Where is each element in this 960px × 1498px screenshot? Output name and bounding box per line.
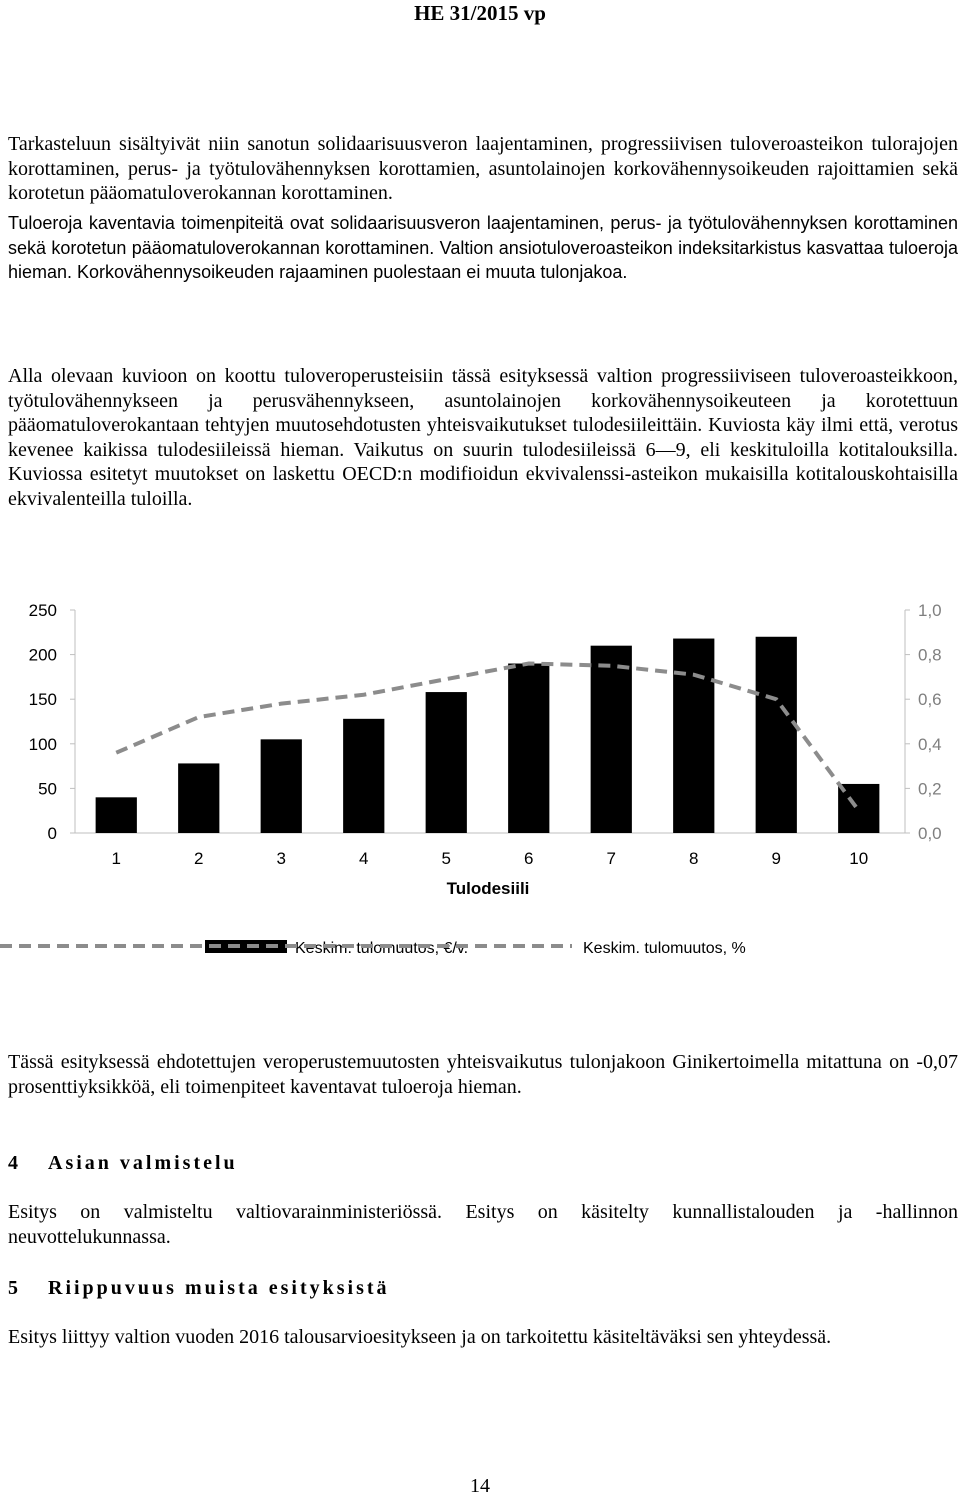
- x-tick-label: 4: [359, 849, 369, 868]
- x-axis-label: Tulodesiili: [446, 879, 530, 898]
- y-tick-label-left: 250: [28, 601, 57, 620]
- section-title: Asian valmistelu: [48, 1152, 238, 1174]
- y-tick-label-right: 0,8: [918, 645, 942, 665]
- bar: [591, 646, 632, 833]
- section-number: 4: [8, 1152, 18, 1174]
- bar: [673, 639, 714, 833]
- y-tick-label-left: 100: [28, 734, 57, 754]
- bar: [756, 637, 797, 833]
- y-tick-label-right: 0,6: [918, 690, 942, 710]
- paragraph-5: Esitys on valmisteltu valtiovarainministeriössä. Esitys on käsitelty kunnallistalouden ja -hallinnon neuvottelukunnassa.: [8, 1201, 958, 1248]
- section-heading-4: [8, 1151, 238, 1175]
- bar: [96, 797, 137, 833]
- bar: [508, 664, 549, 833]
- x-tick-label: 1: [111, 849, 121, 868]
- income-decile-chart: [0, 590, 960, 970]
- bar: [261, 739, 302, 833]
- bar: [343, 719, 384, 833]
- legend-label-line: Keskim. tulomuutos, %: [583, 940, 746, 957]
- x-tick-label: 10: [849, 849, 869, 868]
- paragraph-3: Alla olevaan kuvioon on koottu tuloveroperusteisiin tässä esityksessä valtion progressiiviseen tuloveroasteikkoon, työtulovähennykseen ja perusvähennykseen, asuntolainojen korkovähennysoikeuteen ja korotettuun pääomatuloverokantaan tehtyjen muutosehdotusten yhteisvaikutukset tulodesiileittäin. Kuviosta käy ilmi että, verotus kevenee kaikissa tulodesiileissä hieman. Vaikutus on suurin tulodesiileissä 6—9, eli keskituloilla kotitalouksilla. Kuviossa esitetyt muutokset on laskettu OECD:n modifioidun ekvivalenssi-asteikon mukaisilla kotitalouskohtaisilla ekvivalenteilla tuloilla.: [8, 365, 958, 510]
- paragraph-2: Tuloeroja kaventavia toimenpiteitä ovat solidaarisuusveron laajentaminen, perus- ja työtulovähennyksen korottaminen sekä korotetun pääomatuloverokannan korottaminen. Valtion ansiotuloveroasteikon indeksitarkistus kasvattaa tuloeroja hieman. Korkovähennysoikeuden rajaaminen puolestaan ei muuta tulonjakoa.: [8, 213, 958, 282]
- y-tick-label-left: 200: [28, 645, 57, 665]
- x-tick-label: 3: [276, 849, 286, 868]
- chart-line: [116, 664, 859, 811]
- paragraph-6: Esitys liittyy valtion vuoden 2016 talousarvioesitykseen ja on tarkoitettu käsiteltäväksi sen yhteydessä.: [8, 1326, 832, 1348]
- y-tick-label-left: 50: [38, 779, 57, 799]
- x-tick-label: 5: [441, 849, 451, 868]
- y-tick-label-right: 0,0: [918, 824, 942, 843]
- page-number: 14: [470, 1475, 490, 1497]
- chart-bars: [96, 637, 880, 833]
- x-tick-label: 6: [524, 849, 534, 868]
- document-header: HE 31/2015 vp: [414, 1, 546, 25]
- x-tick-label: 7: [606, 849, 616, 868]
- series-line-percent: [116, 664, 859, 811]
- x-tick-label: 9: [771, 849, 781, 868]
- section-title: Riippuvuus muista esityksistä: [48, 1277, 390, 1299]
- section-heading-5: [8, 1276, 390, 1300]
- y-tick-label-left: 0: [47, 824, 57, 843]
- bar: [426, 692, 467, 833]
- legend-label-bar: Keskim. tulomuutos, €/v.: [295, 940, 469, 957]
- paragraph-1: Tarkasteluun sisältyivät niin sanotun solidaarisuusveron laajentaminen, progressiivisen tuloveroasteikon tulorajojen korottaminen, perus- ja työtulovähennyksen korottamien, asuntolainojen korkovähennysoikeuden rajoittamien sekä korotetun pääomatuloverokannan korottaminen.: [8, 133, 958, 204]
- chart-legend: [0, 940, 746, 957]
- bar: [178, 763, 219, 833]
- y-tick-label-right: 1,0: [918, 601, 942, 620]
- y-tick-label-right: 0,2: [918, 779, 942, 799]
- y-tick-label-right: 0,4: [918, 734, 942, 754]
- section-number: 5: [8, 1277, 18, 1299]
- x-tick-label: 2: [194, 849, 204, 868]
- x-tick-label: 8: [689, 849, 699, 868]
- y-tick-label-left: 150: [28, 690, 57, 710]
- paragraph-4: Tässä esityksessä ehdotettujen veroperustemuutosten yhteisvaikutus tulonjakoon Ginikertoimella mitattuna on -0,07 prosenttiyksikköä, eli toimenpiteet kaventavat tuloeroja hieman.: [8, 1051, 958, 1098]
- chart-ticks: [29, 601, 942, 868]
